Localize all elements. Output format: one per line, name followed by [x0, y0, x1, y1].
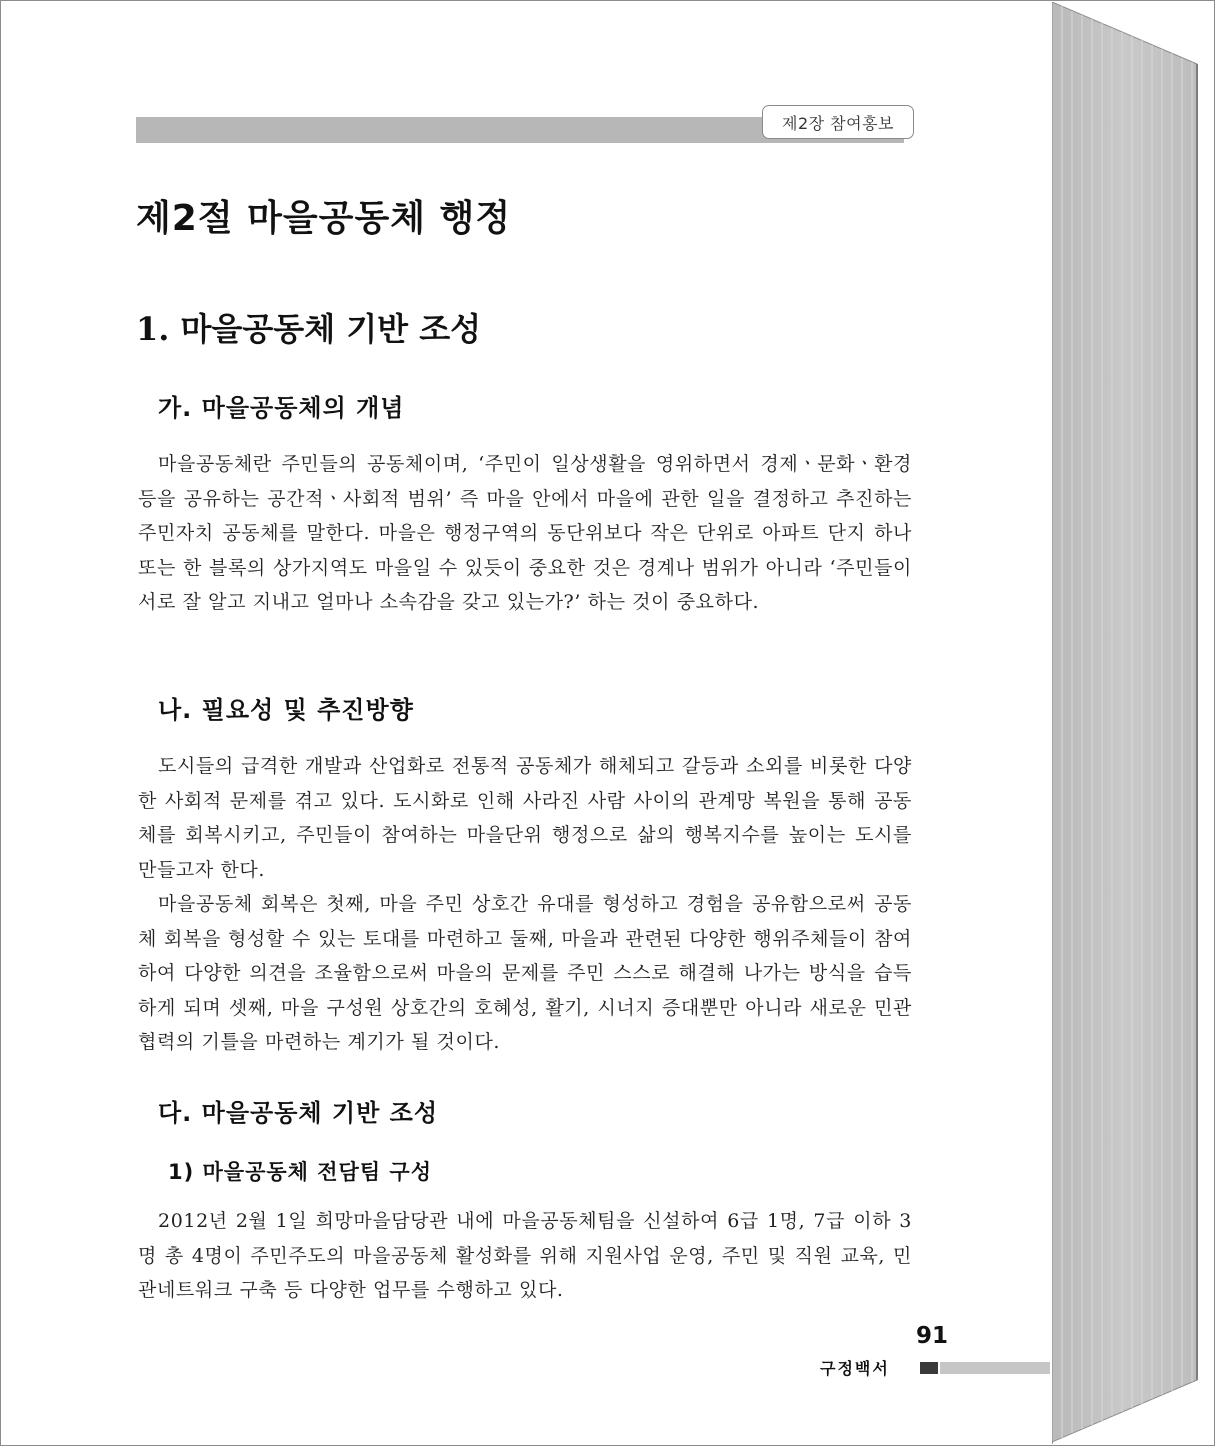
footer-bar — [940, 1362, 1050, 1374]
heading-concept: 가. 마을공동체의 개념 — [158, 394, 405, 422]
paragraph-team: 2012년 2월 1일 희망마을담당관 내에 마을공동체팀을 신설하여 6급 1명, 7급 이하 3명 총 4명이 주민주도의 마을공동체 활성화를 위해 지원사업 운영, 주민 및 직원 교육, 민관네트워크 구축 등 다양한 업무를 수행하고 있다. — [138, 1210, 912, 1301]
subsection-title: 1. 마을공동체 기반 조성 — [136, 310, 482, 348]
section-title: 제2절 마을공동체 행정 — [136, 198, 512, 239]
heading-foundation: 다. 마을공동체 기반 조성 — [158, 1099, 439, 1127]
book-title: 구정백서 — [820, 1359, 890, 1378]
heading-necessity: 나. 필요성 및 추진방향 — [158, 696, 414, 724]
footer-mark — [920, 1362, 938, 1374]
paragraph-necessity-1: 도시들의 급격한 개발과 산업화로 전통적 공동체가 해체되고 갈등과 소외를 비롯한 다양한 사회적 문제를 겪고 있다. 도시화로 인해 사라진 사람 사이의 관계망 복원을 통해 공동체를 회복시키고, 주민들이 참여하는 마을단위 행정으로 삶의 행복지수를 높이는 도시를 만들고자 한다. — [138, 755, 912, 881]
heading-team: 1) 마을공동체 전담팀 구성 — [168, 1160, 433, 1184]
book-page-edges — [1052, 2, 1212, 1444]
document-page — [2, 2, 1053, 1444]
page-edges-graphic — [1052, 2, 1212, 1444]
paragraph-concept: 마을공동체란 주민들의 공동체이며, ‘주민이 일상생활을 영위하면서 경제ㆍ문화ㆍ환경 등을 공유하는 공간적ㆍ사회적 범위’ 즉 마을 안에서 마을에 관한 일을 결정하고 추진하는 주민자치 공동체를 말한다. 마을은 행정구역의 동단위보다 작은 단위로 아파트 단지 하나 또는 한 블록의 상가지역도 마을일 수 있듯이 중요한 것은 경계나 범위가 아니라 ‘주민들이 서로 잘 알고 지내고 얼마나 소속감을 갖고 있는가?’ 하는 것이 중요하다. — [138, 453, 912, 613]
chapter-label: 제2장 참여홍보 — [762, 105, 914, 139]
page-number: 91 — [916, 1323, 949, 1349]
paragraph-necessity-2: 마을공동체 회복은 첫째, 마을 주민 상호간 유대를 형성하고 경험을 공유함으로써 공동체 회복을 형성할 수 있는 토대를 마련하고 둘째, 마을과 관련된 다양한 행위주체들이 참여하여 다양한 의견을 조율함으로써 마을의 문제를 주민 스스로 해결해 나가는 방식을 습득하게 되며 셋째, 마을 구성원 상호간의 호혜성, 활기, 시너지 증대뿐만 아니라 새로운 민관협력의 기틀을 마련하는 계기가 될 것이다. — [138, 893, 912, 1053]
